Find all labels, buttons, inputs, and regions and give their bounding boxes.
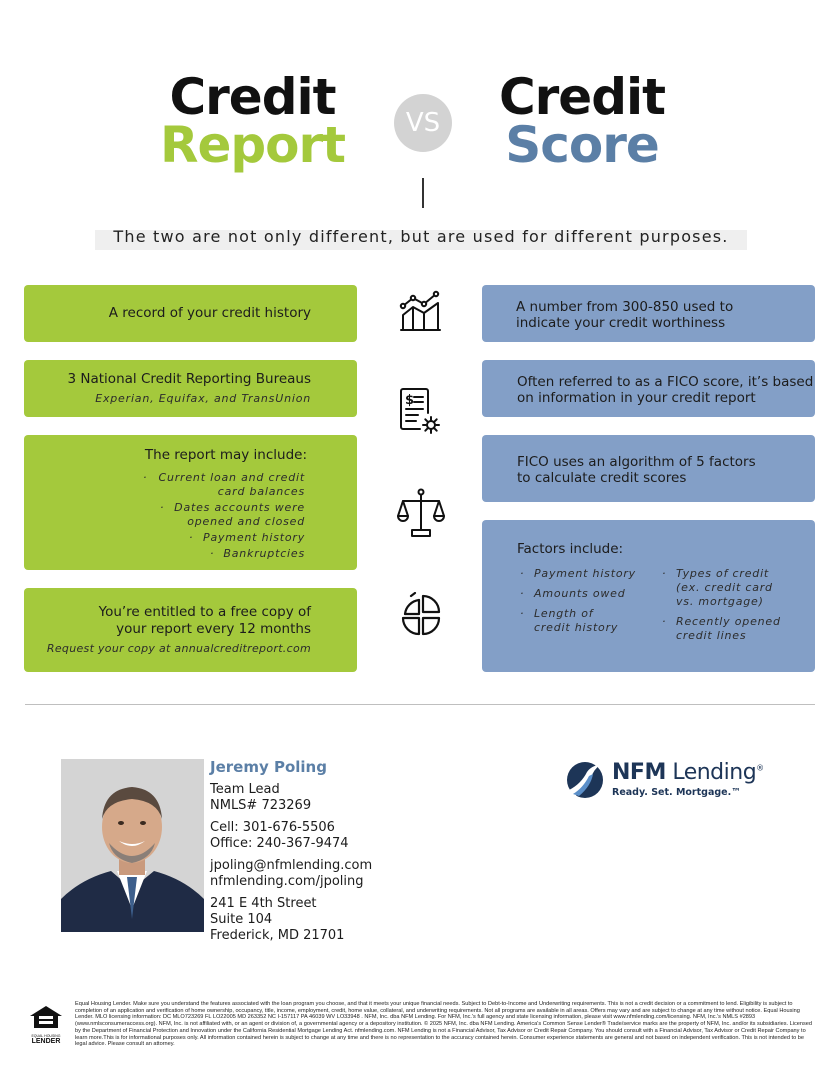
contact-address-line2: Suite 104 <box>210 912 273 927</box>
list-item: · Current loan and credit card balances <box>143 471 305 498</box>
legal-disclaimer: Equal Housing Lender. Make sure you understand the features associated with the loan program you choose, and that it meets your unique financial needs. Subject to Debt-to-Income and Underwriting requirements. This is not a credit decision or a commitment to lend. Eligibility is subject to completion of an application and verification of home ownership, occupancy, title, income, employment, credit, home value, collateral, and underwriting requirements. Not all programs are available in all areas. Offers may vary and are subject to change at any time without notice. Equal Housing Lender. MLO licensing information: DC MLO723269 FL LO22005 MD 263352 NC I-157117 PA 46039 WV LO33948 . NFM, Inc. dba NFM Lending. For NFM, Inc.'s full agency and state licensing information, please visit www.nfmlending.com/licensing. NFM, Inc.'s NMLS #2893 (www.nmlsconsumeraccess.org). NFM, Inc. is not affiliated with, or an agent or division of, a governmental agency or a depository institution. © 2025 NFM, Inc. dba NFM Lending. America's Common Sense Lender® Trade/service marks are the property of NFM, Inc. and/or its subsidiaries. Licensed by the Department of Financial Protection and Innovation under the California Residential Mortgage Lending Act. nfmlending.com. NFM Lending is not a Financial Advisor, Tax Advisor or Credit Repair Company. You should consult with a Financial Advisor, Tax Advisor or Credit Repair Company to learn more.This is for informational purposes only. All information contained herein is subject to change at any time and there is no representation to the accuracy contained herein. Consumer experience statements are general and not based on independent verification. This is not intended to be legal advice. Please consult an attorney. <box>75 1001 813 1048</box>
list-item: · Dates accounts were opened and closed <box>160 501 305 528</box>
factors-right-list <box>662 567 806 643</box>
contact-address-line3: Frederick, MD 21701 <box>210 928 345 943</box>
report-box-history <box>24 285 357 342</box>
report-box-free-copy-line2: your report every 12 months <box>116 621 311 637</box>
score-box-range-line1: A number from 300-850 used to <box>516 299 734 315</box>
score-box-algorithm-line2: to calculate credit scores <box>517 470 687 486</box>
svg-text:$: $ <box>405 393 415 408</box>
score-box-range <box>482 285 815 342</box>
score-box-factors <box>482 520 815 672</box>
score-box-range-line2: indicate your credit worthiness <box>516 315 726 331</box>
report-box-free-copy-line1: You’re entitled to a free copy of <box>98 604 311 620</box>
list-item: · Payment history <box>189 531 305 544</box>
headshot-photo <box>61 759 204 932</box>
score-box-factors-title: Factors include: <box>517 541 624 557</box>
right-title-word1: Credit <box>498 68 666 126</box>
contact-nmls: NMLS# 723269 <box>210 798 312 813</box>
list-item: · Amounts owed <box>520 587 626 600</box>
vs-badge: VS <box>394 94 452 152</box>
report-box-bureaus-sub: Experian, Equifax, and TransUnion <box>95 392 311 405</box>
house-icon <box>29 1005 63 1029</box>
score-box-fico <box>482 360 815 417</box>
brand-tagline: Ready. Set. Mortgage.™ <box>612 787 741 798</box>
brand-name: NFM Lending® <box>612 760 764 785</box>
chart-icon <box>398 290 444 334</box>
document-gear-icon <box>398 387 444 437</box>
right-title-word2: Score <box>505 116 659 174</box>
left-title-word1: Credit <box>169 68 336 126</box>
header-divider <box>422 178 424 208</box>
score-box-algorithm-line1: FICO uses an algorithm of 5 factors <box>517 454 756 470</box>
list-item: · Recently opened credit lines <box>662 615 781 642</box>
report-box-free-copy <box>24 588 357 672</box>
report-box-free-copy-sub: Request your copy at annualcreditreport.com <box>46 642 311 655</box>
section-divider <box>25 704 815 705</box>
equal-housing-lender-logo: EQUAL HOUSING LENDER <box>27 1005 65 1046</box>
score-box-fico-line2: on information in your credit report <box>517 390 756 406</box>
contact-name: Jeremy Poling <box>210 758 327 776</box>
contact-office[interactable]: Office: 240-367-9474 <box>210 836 349 851</box>
list-item: · Length of credit history <box>520 607 619 634</box>
report-box-bureaus-title: 3 National Credit Reporting Bureaus <box>67 371 311 387</box>
contact-email[interactable]: jpoling@nfmlending.com <box>210 858 373 873</box>
subtitle: The two are not only different, but are used for different purposes. <box>95 230 747 250</box>
scale-icon <box>397 488 445 538</box>
report-box-includes-title: The report may include: <box>144 447 307 463</box>
factors-left-list <box>520 567 659 635</box>
list-item: · Bankruptcies <box>210 547 305 560</box>
score-box-algorithm <box>482 435 815 502</box>
report-box-bureaus <box>24 360 357 417</box>
list-item: · Payment history <box>520 567 636 580</box>
contact-website[interactable]: nfmlending.com/jpoling <box>210 874 364 889</box>
contact-cell[interactable]: Cell: 301-676-5506 <box>210 820 335 835</box>
score-box-fico-line1: Often referred to as a FICO score, it’s based <box>517 374 814 390</box>
contact-title: Team Lead <box>210 782 280 797</box>
report-includes-list <box>45 471 305 561</box>
contact-address-line1: 241 E 4th Street <box>210 896 317 911</box>
report-box-includes <box>24 435 357 570</box>
left-title-word2: Report <box>159 116 346 174</box>
report-box-history-text: A record of your credit history <box>108 305 311 321</box>
pie-icon <box>400 592 442 636</box>
list-item: · Types of credit (ex. credit card vs. mortgage) <box>662 567 773 608</box>
nfm-logo-icon <box>565 760 607 800</box>
